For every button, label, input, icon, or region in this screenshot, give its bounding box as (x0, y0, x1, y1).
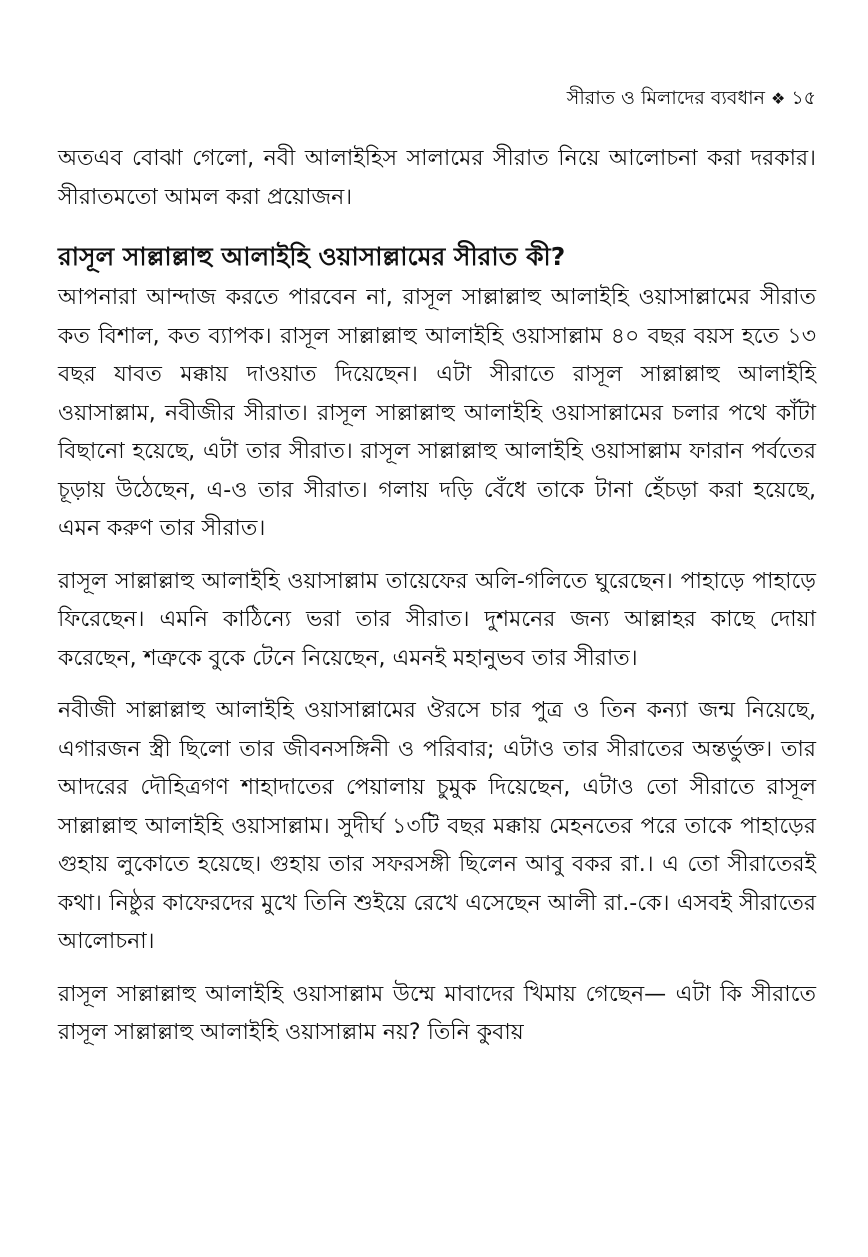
intro-paragraph: অতএব বোঝা গেলো, নবী আলাইহিস সালামের সীরাত নিয়ে আলোচনা করা দরকার। সীরাতমতো আমল করা প্রয়োজন। (58, 146, 816, 210)
body-paragraph-3: নবীজী সাল্লাল্লাহু আলাইহি ওয়াসাল্লামের ঔরসে চার পুত্র ও তিন কন্যা জন্ম নিয়েছে, এগারজন স্ত্রী ছিলো তার জীবনসঙ্গিনী ও পরিবার; এটাও তার সীরাতের অন্তর্ভুক্ত। তার আদরের দৌহিত্রগণ শাহাদাতের পেয়ালায় চুমুক দিয়েছেন, এটাও তো সীরাতে রাসূল সাল্লাল্লাহু আলাইহি ওয়াসাল্লাম। সুদীর্ঘ ১৩টি বছর মক্কায় মেহনতের পরে তাকে পাহাড়ের গুহায় লুকোতে হয়েছে। গুহায় তার সফরসঙ্গী ছিলেন আবু বকর রা.। এ তো সীরাতেরই কথা। নিষ্ঠুর কাফেরদের মুখে তিনি শুইয়ে রেখে এসেছেন আলী রা.-কে। এসবই সীরাতের আলোচনা। (58, 698, 816, 954)
body-paragraph-4: রাসূল সাল্লাল্লাহু আলাইহি ওয়াসাল্লাম উম্মে মাবাদের খিমায় গেছেন— এটা কি সীরাতে রাসূল সাল্লাল্লাহু আলাইহি ওয়াসাল্লাম নয়? তিনি কুবায় (58, 981, 816, 1045)
running-header (567, 84, 816, 113)
page-content (58, 140, 816, 1067)
body-paragraph-1: আপনারা আন্দাজ করতে পারবেন না, রাসূল সাল্লাল্লাহু আলাইহি ওয়াসাল্লামের সীরাত কত বিশাল, কত ব্যাপক। রাসূল সাল্লাল্লাহু আলাইহি ওয়াসাল্লাম ৪০ বছর বয়স হতে ১৩ বছর যাবত মক্কায় দাওয়াত দিয়েছেন। এটা সীরাতে রাসূল সাল্লাল্লাহু আলাইহি ওয়াসাল্লাম, নবীজীর সীরাত। রাসূল সাল্লাল্লাহু আলাইহি ওয়াসাল্লামের চলার পথে কাঁটা বিছানো হয়েছে, এটা তার সীরাত। রাসূল সাল্লাল্লাহু আলাইহি ওয়াসাল্লাম ফারান পর্বতের চূড়ায় উঠেছেন, এ-ও তার সীরাত। গলায় দড়ি বেঁধে তাকে টানা হেঁচড়া করা হয়েছে, এমন করুণ তার সীরাত। (58, 285, 816, 541)
page-number: ১৫ (791, 87, 816, 109)
book-page (58, 0, 816, 1257)
running-header-title: সীরাত ও মিলাদের ব্যবধান (566, 87, 765, 109)
ornament-separator-icon: ❖ (770, 89, 786, 108)
body-paragraph-2: রাসূল সাল্লাল্লাহু আলাইহি ওয়াসাল্লাম তায়েফের অলি-গলিতে ঘুরেছেন। পাহাড়ে পাহাড়ে ফিরেছেন। এমনি কাঠিন্যে ভরা তার সীরাত। দুশমনের জন্য আল্লাহর কাছে দোয়া করেছেন, শত্রুকে বুকে টেনে নিয়েছেন, এমনই মহানুভব তার সীরাত। (58, 568, 816, 671)
section-heading: রাসূল সাল্লাল্লাহু আলাইহি ওয়াসাল্লামের সীরাত কী? (58, 242, 566, 271)
